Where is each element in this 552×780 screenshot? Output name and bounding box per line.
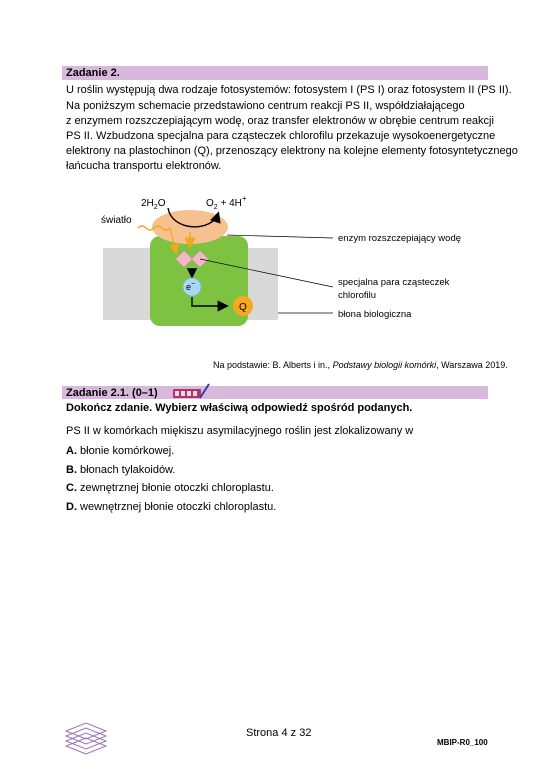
pair-label-line-1: specjalna para cząsteczek — [338, 277, 450, 288]
subtask-title: Zadanie 2.1. (0–1) — [66, 387, 158, 399]
task-desc-line-4: elektrony na plastochinon (Q), przenoszący elektrony na kolejne elementy fotosyntetycznego — [66, 145, 518, 157]
cke-logo-icon — [62, 718, 110, 756]
subtask-instruction: Dokończ zdanie. Wybierz właściwą odpowiedź spośród podanych. — [66, 402, 413, 414]
oxygen-label: $O_2 + 4H^+$ — [206, 194, 247, 211]
page-number: Strona 4 z 32 — [246, 727, 312, 739]
task-desc-line-5: łańcucha transportu elektronów. — [66, 160, 222, 172]
pencil-icon — [198, 382, 212, 400]
option-c[interactable]: C. zewnętrznej błonie otoczki chloroplastu. — [66, 482, 274, 494]
source-citation: Na podstawie: B. Alberts i in., Podstawy biologii komórki, Warszawa 2019. — [213, 360, 508, 370]
subtask-question: PS II w komórkach miękiszu asymilacyjnego roślin jest zlokalizowany w — [66, 425, 414, 437]
task-desc-line-1: Na poniższym schemacie przedstawiono centrum reakcji PS II, współdziałającego — [66, 100, 465, 112]
ps2-diagram — [0, 0, 552, 360]
electron-label: e− — [186, 281, 196, 292]
task-desc-line-3: PS II. Wzbudzona specjalna para cząsteczek chlorofilu przekazuje wysokoenergetyczne — [66, 130, 496, 142]
quinone-label: Q — [239, 302, 247, 313]
option-b[interactable]: B. błonach tylakoidów. — [66, 464, 176, 476]
pair-label-line-2: chlorofilu — [338, 290, 377, 301]
exam-code: MBIP-R0_100 — [437, 738, 488, 747]
water-label: $2H_2O$ — [141, 198, 166, 211]
option-a[interactable]: A. błonie komórkowej. — [66, 445, 175, 457]
score-badge-icon — [173, 389, 201, 398]
light-label: światło — [101, 215, 132, 226]
enzyme-label: enzym rozszczepiający wodę — [338, 233, 462, 244]
option-d[interactable]: D. wewnętrznej błonie otoczki chloroplastu. — [66, 501, 277, 513]
membrane-label: błona biologiczna — [338, 309, 412, 320]
task-desc-line-2: z enzymem rozszczepiającym wodę, oraz transfer elektronów w obrębie centrum reakcji — [66, 115, 494, 127]
task-intro: U roślin występują dwa rodzaje fotosystemów: fotosystem I (PS I) oraz fotosystem II (PS II). — [66, 84, 512, 96]
task-title: Zadanie 2. — [66, 67, 120, 79]
